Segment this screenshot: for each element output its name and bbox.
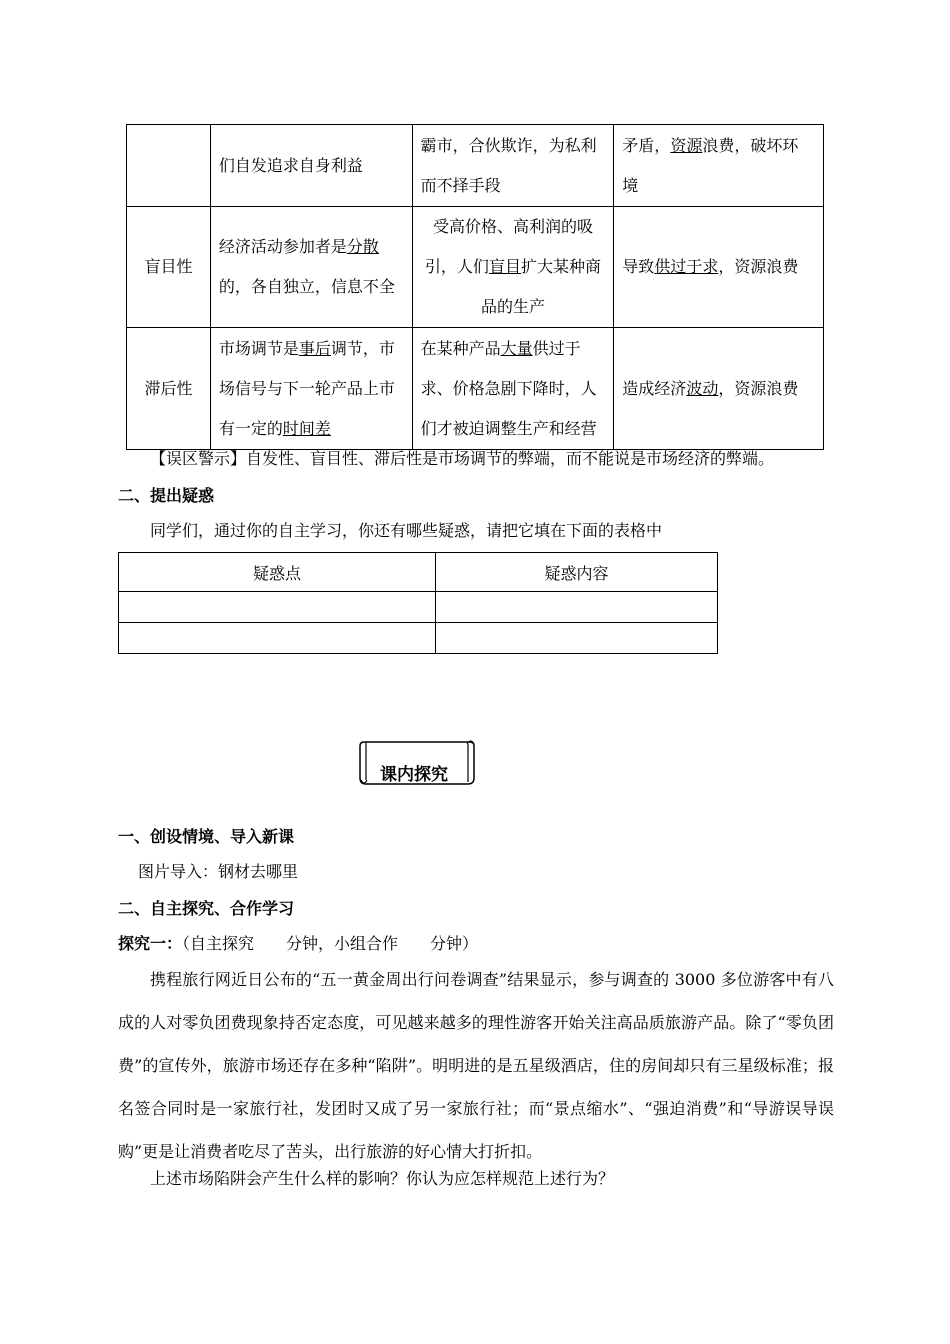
cell-text: 境: [622, 175, 639, 195]
explore-label: 探究一：: [118, 934, 183, 953]
cell-text: 经济活动参加者是分散: [218, 237, 379, 256]
cell-text: 引，人们盲目扩大某种商: [424, 257, 601, 276]
cell-text: 们才被迫调整生产和经营: [420, 418, 597, 438]
table-cell: [412, 328, 614, 450]
table-row: [119, 592, 718, 623]
section-banner: [358, 738, 476, 786]
header-doubt-content: 疑惑内容: [436, 553, 718, 592]
doubt-point-cell[interactable]: [119, 623, 436, 654]
row-label: 滞后性: [127, 328, 211, 450]
table-cell: [614, 125, 824, 207]
cell-text: 霸市，合伙欺诈，为私利: [420, 135, 597, 155]
table-cell: 导致供过于求，资源浪费: [614, 207, 824, 328]
header-doubt-point: 疑惑点: [119, 553, 436, 592]
banner-title: 课内探究: [380, 765, 448, 785]
table-header-row: [119, 553, 718, 592]
section-title-intro: 一、创设情境、导入新课: [118, 827, 295, 846]
table-cell: 造成经济波动，资源浪费: [614, 328, 824, 450]
cell-text: 求、价格急剧下降时，人: [420, 378, 597, 398]
table-row: [127, 328, 824, 450]
cell-text: 矛盾，资源浪费，破坏环: [622, 135, 799, 155]
cell-text: 的，各自独立，信息不全: [218, 277, 395, 296]
explore-note: （自主探究 分钟，小组合作 分钟）: [182, 934, 479, 953]
doubt-point-cell[interactable]: [119, 592, 436, 623]
table-cell: [210, 328, 412, 450]
row-label: [127, 125, 211, 207]
doubts-intro: 同学们，通过你的自主学习，你还有哪些疑惑，请把它填在下面的表格中: [150, 521, 663, 540]
row-label: 盲目性: [127, 207, 211, 328]
doubt-content-cell[interactable]: [436, 623, 718, 654]
market-regulation-table: [126, 124, 824, 450]
cell-text: 在某种产品大量供过于: [420, 338, 581, 358]
cell-text: 有一定的时间差: [218, 418, 331, 438]
explore-heading: [118, 933, 478, 955]
table-cell: [412, 125, 614, 207]
cell-text: 而不择手段: [420, 175, 501, 195]
warning-note: 【误区警示】自发性、盲目性、滞后性是市场调节的弊端，而不能说是市场经济的弊端。: [150, 449, 775, 468]
intro-text: 图片导入：钢材去哪里: [138, 862, 299, 881]
case-paragraph: 携程旅行网近日公布的“五一黄金周出行问卷调查”结果显示，参与调查的 3000 多位游客中有八成的人对零负团费现象持否定态度，可见越来越多的理性游客开始关注高品质旅游产品。除了“零负团费”的宣传外，旅游市场还存在多种“陷阱”。明明进的是五星级酒店，住的房间却只有三星级标准；报名签合同时是一家旅行社，发团时又成了另一家旅行社；而“景点缩水”、“强迫消费”和“导游误导误购”更是让消费者吃尽了苦头，出行旅游的好心情大打折扣。: [118, 970, 834, 1161]
table-cell: [210, 207, 412, 328]
question-text: 上述市场陷阱会产生什么样的影响？你认为应怎样规范上述行为？: [150, 1169, 615, 1188]
doubt-content-cell[interactable]: [436, 592, 718, 623]
cell-text: 场信号与下一轮产品上市: [218, 378, 395, 398]
cell-text: 受高价格、高利润的吸: [432, 217, 593, 236]
section-title-doubts: 二、提出疑惑: [118, 486, 215, 505]
table-cell: [210, 125, 412, 207]
cell-text: 市场调节是事后调节，市: [218, 338, 395, 358]
cell-text: 品的生产: [480, 297, 545, 316]
table-row: [127, 125, 824, 207]
table-row: [127, 207, 824, 328]
cell-text: 们自发追求自身利益: [218, 155, 363, 175]
doubts-table: [118, 552, 718, 654]
table-cell: [412, 207, 614, 328]
table-row: [119, 623, 718, 654]
section-title-explore: 二、自主探究、合作学习: [118, 899, 295, 918]
